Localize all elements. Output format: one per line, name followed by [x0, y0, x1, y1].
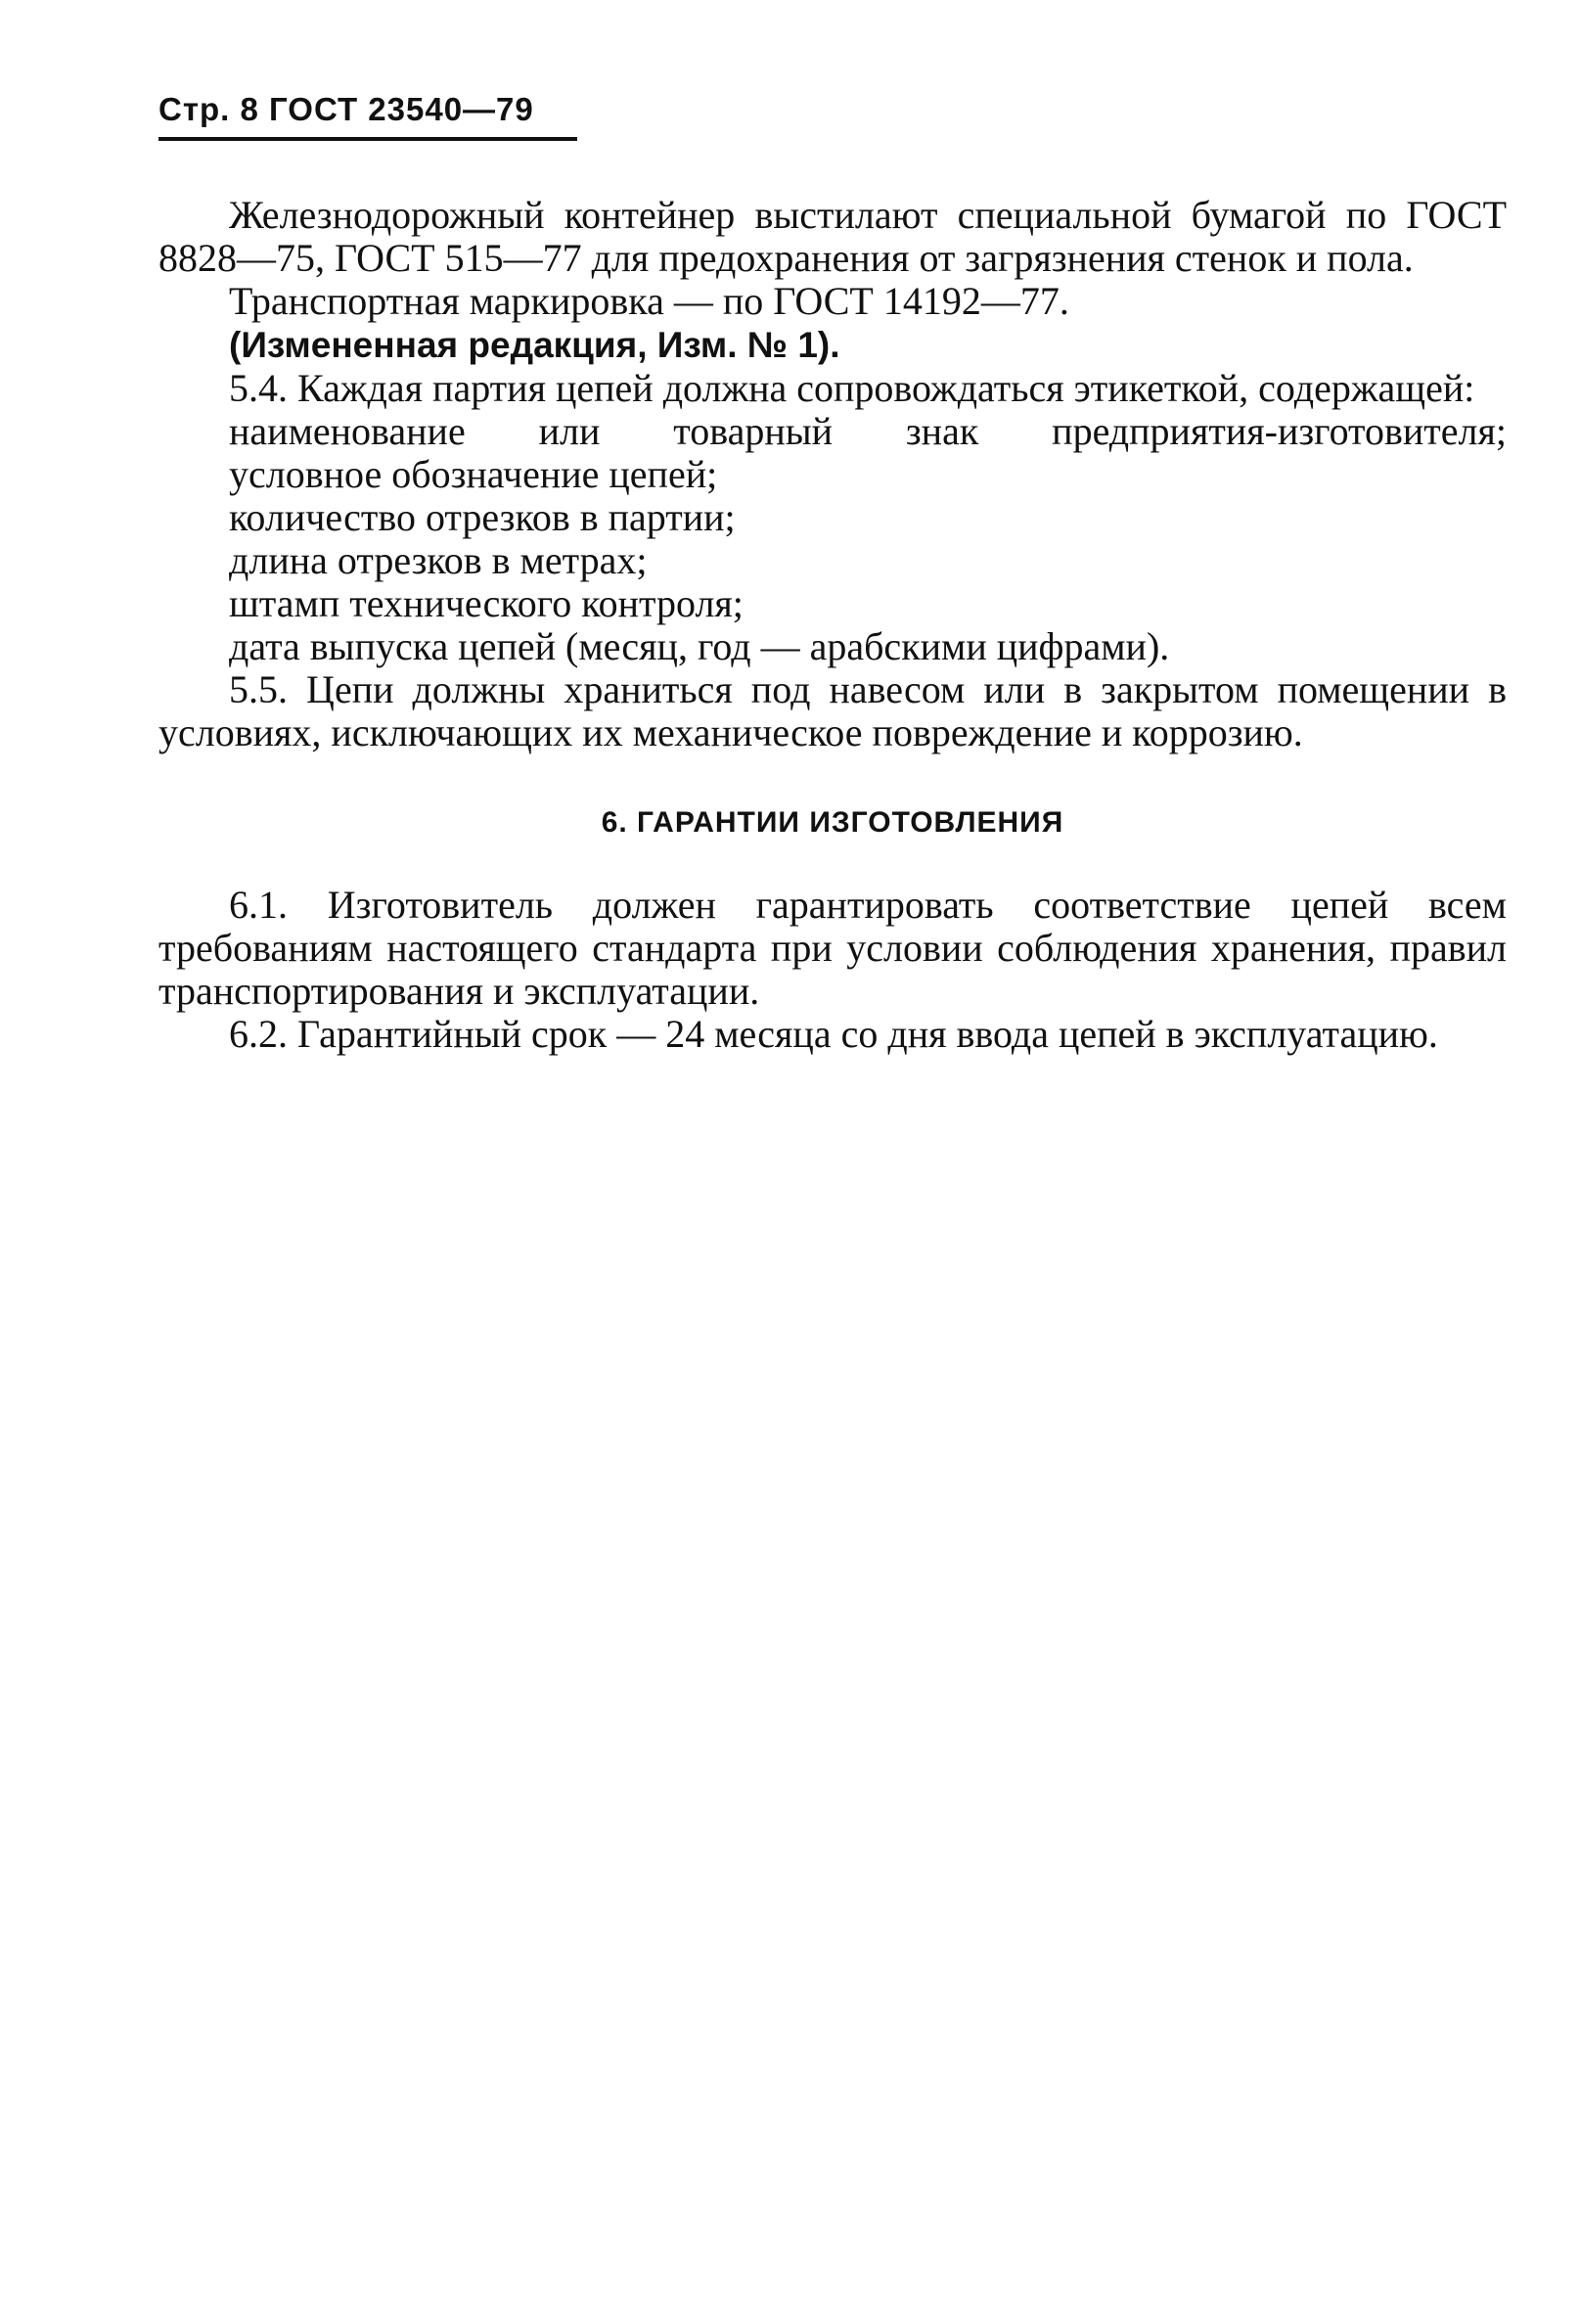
header-rule — [158, 137, 577, 141]
list-item: наименование или товарный знак предприятия-изготовителя; — [229, 409, 1507, 453]
paragraph-5-4: 5.4. Каждая партия цепей должна сопровождаться этикеткой, содержащей: — [229, 366, 1475, 410]
list-item: условное обозначение цепей; — [229, 452, 718, 496]
list-item: штамп технического контроля; — [229, 581, 744, 625]
amendment-text: (Измененная редакция, Изм. № 1). — [229, 325, 840, 365]
paragraph-6-1: 6.1. Изготовитель должен гарантировать соответствие цепей всем требованиям настоящего стандарта при условии соблюдения хранения, правил транспортирования и эксплуатации. — [158, 883, 1507, 1013]
document-body — [158, 194, 1507, 1056]
list-item: дата выпуска цепей (месяц, год — арабскими цифрами). — [229, 624, 1170, 668]
list-item: длина отрезков в метрах; — [229, 538, 648, 582]
paragraph-6-2: 6.2. Гарантийный срок — 24 месяца со дня ввода цепей в эксплуатацию. — [229, 1012, 1438, 1056]
page-header: Стр. 8 ГОСТ 23540—79 — [158, 91, 534, 127]
amendment-note — [158, 323, 1507, 367]
section-spacer — [158, 754, 1507, 801]
list-item: количество отрезков в партии; — [229, 495, 736, 539]
section-title: 6. ГАРАНТИИ ИЗГОТОВЛЕНИЯ — [601, 806, 1064, 839]
title-spacer — [158, 844, 1507, 884]
container-paragraph: Железнодорожный контейнер выстилают специальной бумагой по ГОСТ 8828—75, ГОСТ 515—77 для предохранения от загрязнения стенок и пола. — [158, 193, 1507, 280]
paragraph-5-5: 5.5. Цепи должны храниться под навесом или в закрытом помещении в условиях, исключающих их механическое повреждение и коррозию. — [158, 667, 1507, 754]
marking-paragraph: Транспортная маркировка — по ГОСТ 14192—77. — [229, 279, 1069, 323]
